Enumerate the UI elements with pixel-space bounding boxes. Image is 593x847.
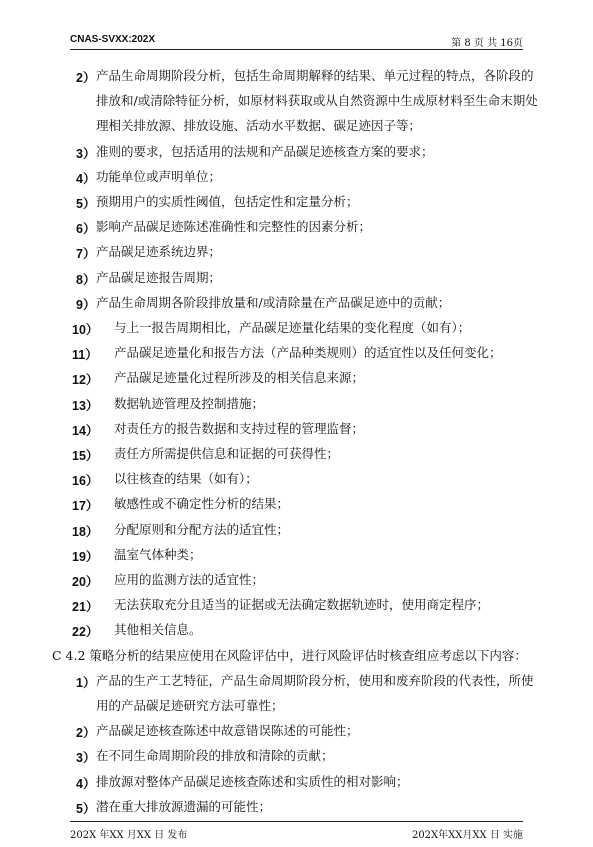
list-item-number: 18）: [72, 524, 99, 539]
list-item-number: 14）: [72, 423, 99, 438]
list-item-number: 21）: [72, 600, 99, 615]
list-item-number: 3）: [76, 751, 96, 766]
list-item-number: 22）: [72, 625, 99, 640]
list-item-text: 温室气体种类；: [114, 546, 202, 562]
list-item-text: 应用的监测方法的适宜性；: [114, 572, 265, 587]
list-item-number: 10）: [72, 323, 99, 337]
list-item-text: 理相关排放源、排放设施、活动水平数据、碳足迹因子等；: [96, 118, 422, 134]
list-item-number: 9）: [76, 297, 96, 312]
list-item-number: 20）: [72, 575, 99, 589]
list-item-text: 以往核查的结果（如有）；: [114, 471, 258, 487]
list-item-text: 产品碳足迹核查陈述中故意错误陈述的可能性；: [96, 723, 359, 739]
list-item-text: 影响产品碳足迹陈述准确性和完整性的因素分析；: [96, 219, 372, 235]
list-item-number: 3）: [76, 146, 96, 161]
list-item-text: 准则的要求，包括适用的法规和产品碳足迹核查方案的要求；: [96, 143, 434, 159]
list-item-number: 16）: [72, 474, 99, 489]
list-item-text: 产品的生产工艺特征，产品生命周期阶段分析，使用和废弃阶段的代表性，所使: [96, 672, 534, 688]
list-item-text: 产品碳足迹量化过程所涉及的相关信息来源；: [114, 370, 365, 386]
document-code: CNAS-SVXX:202X: [70, 34, 156, 45]
list-item-text: 用的产品碳足迹研究方法可靠性；: [96, 698, 284, 713]
list-item-number: 15）: [72, 449, 99, 463]
list-item-text: 排放源对整体产品碳足迹核查陈述和实质性的相对影响；: [96, 773, 409, 789]
list-item-number: 13）: [72, 398, 99, 413]
page-info: 第 8 页 共 16页: [451, 38, 523, 49]
list-item-number: 7）: [76, 247, 96, 262]
list-item-text: 产品生命周期各阶段排放量和/或清除量在产品碳足迹中的贡献；: [96, 294, 451, 310]
list-item-text: 产品碳足迹报告周期；: [96, 269, 222, 285]
list-item-number: 4）: [76, 171, 96, 186]
list-item-text: 产品碳足迹系统边界；: [96, 244, 222, 260]
list-item-text: 分配原则和分配方法的适宜性；: [114, 521, 290, 537]
implement-date: 202X年XX月XX 日 实施: [411, 830, 523, 841]
publish-date: 202X 年XX 月XX 日 发布: [70, 830, 188, 841]
list-item-number: 1）: [76, 675, 96, 690]
list-item-number: 2）: [76, 71, 96, 85]
list-item-text: 责任方所需提供信息和证据的可获得性；: [114, 446, 340, 461]
list-item-text: 其他相关信息。: [114, 622, 202, 638]
list-item-text: 产品碳足迹量化和报告方法（产品种类规则）的适宜性以及任何变化；: [114, 345, 502, 361]
list-item-text: 在不同生命周期阶段的排放和清除的贡献；: [96, 748, 334, 764]
section-heading: C 4.2 策略分析的结果应使用在风险评估中，进行风险评估时核查组应考虑以下内容：: [52, 647, 527, 663]
list-item-number: 6）: [76, 222, 96, 237]
list-item-number: 5）: [76, 197, 96, 211]
list-item-number: 4）: [76, 776, 96, 791]
header-rule: [70, 49, 523, 50]
list-item-text: 潜在重大排放源遗漏的可能性；: [96, 798, 272, 814]
list-item-number: 11）: [72, 348, 98, 363]
list-item-text: 对责任方的报告数据和支持过程的管理监督；: [114, 420, 365, 436]
footer-rule: [70, 821, 523, 822]
list-item-number: 19）: [72, 549, 99, 564]
list-item-number: 12）: [72, 373, 99, 388]
list-item-number: 2）: [76, 726, 96, 741]
list-item-text: 无法获取充分且适当的证据或无法确定数据轨迹时，使用商定程序；: [114, 597, 490, 613]
list-item-text: 与上一报告周期相比，产品碳足迹量化结果的变化程度（如有）；: [114, 320, 471, 335]
list-item-number: 5）: [76, 801, 96, 816]
list-item-text: 排放和/或清除特征分析，如原材料获取或从自然资源中生成原材料至生命末期处: [96, 93, 538, 109]
list-item-text: 产品生命周期阶段分析，包括生命周期解释的结果、单元过程的特点，各阶段的: [96, 68, 534, 83]
list-item-number: 8）: [76, 272, 96, 287]
list-item-text: 预期用户的实质性阈值，包括定性和定量分析；: [96, 194, 359, 209]
list-item-text: 功能单位或声明单位；: [96, 168, 222, 184]
list-item-text: 数据轨迹管理及控制措施；: [114, 395, 265, 411]
list-item-text: 敏感性或不确定性分析的结果；: [114, 496, 290, 512]
list-item-number: 17）: [72, 499, 99, 514]
